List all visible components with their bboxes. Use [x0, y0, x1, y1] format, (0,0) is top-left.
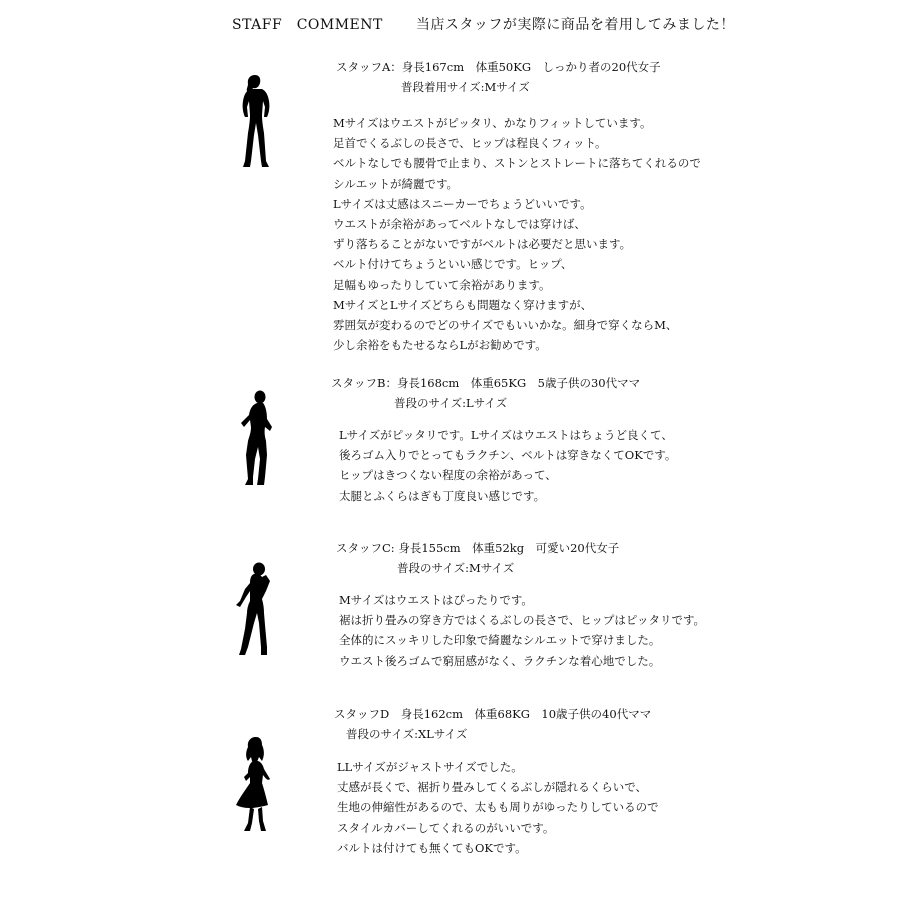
comment-line: ウエストが余裕があってベルトなしでは穿けば、 — [333, 217, 586, 232]
title-japanese: 当店スタッフが実際に商品を着用してみました！ — [415, 17, 735, 33]
comment-line: ウエスト後ろゴムで窮屈感がなく、ラクチンな着心地でした。 — [339, 653, 661, 668]
staff-d-profile: スタッフD 身長162cm 体重68KG 10歳子供の40代ママ — [334, 707, 652, 721]
comment-line: ヒップはきつくない程度の余裕があって、 — [339, 468, 557, 483]
staff-a-usual-size: 普段着用サイズ:Mサイズ — [401, 80, 530, 94]
staff-d-header — [334, 704, 651, 744]
comment-line: Mサイズはウエストはぴったりです。 — [339, 593, 533, 607]
comment-line: 丈感が長くで、裾折り畳みしてくるぶしが隠れるくらいで、 — [337, 780, 648, 795]
staff-c-usual-size: 普段のサイズ:Mサイズ — [397, 561, 515, 575]
comment-line: 少し余裕をもたせるならLがお勧めです。 — [333, 338, 547, 353]
dress-woman-silhouette-icon — [226, 720, 286, 850]
staff-b-usual-size: 普段のサイズ:Lサイズ — [394, 396, 508, 410]
staff-d-comment — [337, 757, 659, 858]
posing-woman-silhouette-icon — [226, 546, 286, 676]
comment-line: 足幅もゆったりしていて余裕があります。 — [333, 277, 551, 292]
title-english: STAFF COMMENT — [232, 17, 383, 33]
page-title — [232, 14, 735, 34]
staff-b-profile: スタッフB：身長168cm 体重65KG 5歳子供の30代ママ — [331, 376, 641, 390]
comment-line: 太腿とふくらはぎも丁度良い感じです。 — [339, 488, 546, 503]
staff-a-comment — [333, 113, 701, 355]
staff-c-comment — [339, 590, 705, 671]
comment-line: Mサイズはウエストがピッタリ、かなりフィットしています。 — [333, 116, 652, 130]
comment-line: シルエットが綺麗です。 — [333, 176, 459, 191]
comment-line: Lサイズがピッタリです。Lサイズはウエストはちょうど良くて、 — [339, 428, 673, 442]
comment-line: 足首でくるぶしの長さで、ヒップは程良くフィット。 — [333, 136, 607, 151]
comment-line: 裾は折り畳みの穿き方ではくるぶしの長さで、ヒップはピッタリです。 — [339, 613, 706, 628]
staff-c-profile: スタッフC: 身長155cm 体重52kg 可愛い20代女子 — [336, 541, 620, 555]
staff-c-header — [336, 538, 619, 578]
comment-line: バルトは付けても無くてもOKです。 — [337, 840, 527, 855]
staff-d-usual-size: 普段のサイズ:XLサイズ — [346, 727, 468, 741]
comment-line: スタイルカバーしてくれるのがいいです。 — [337, 820, 555, 835]
comment-line: Lサイズは丈感はスニーカーでちょうどいいです。 — [333, 196, 592, 211]
comment-line: 後ろゴム入りでとってもラクチン、ベルトは穿きなくてOKです。 — [339, 448, 677, 463]
staff-a-header — [336, 57, 661, 97]
comment-line: LLサイズがジャストサイズでした。 — [337, 760, 523, 774]
staff-b-comment — [339, 425, 676, 506]
staff-a-profile: スタッフA：身長167cm 体重50KG しっかり者の20代女子 — [336, 60, 661, 74]
standing-woman-silhouette-icon — [226, 58, 286, 188]
comment-line: 生地の伸縮性があるので、太もも周りがゆったりしているので — [337, 800, 659, 815]
comment-line: ずり落ちることがないですがベルトは必要だと思います。 — [333, 237, 632, 252]
comment-line: 全体的にスッキリした印象で綺麗なシルエットで穿けました。 — [339, 633, 661, 648]
comment-line: MサイズとLサイズどちらも問題なく穿けますが、 — [333, 297, 593, 312]
comment-line: ベルトなしでも腰骨で止まり、ストンとストレートに落ちてくれるので — [333, 156, 701, 171]
comment-line: 雰囲気が変わるのでどのサイズでもいいかな。細身で穿くならM、 — [333, 318, 678, 333]
staff-b-header — [331, 373, 640, 413]
hand-on-hip-woman-silhouette-icon — [226, 374, 286, 504]
comment-line: ベルト付けてちょうといい感じです。ヒップ、 — [333, 257, 573, 272]
